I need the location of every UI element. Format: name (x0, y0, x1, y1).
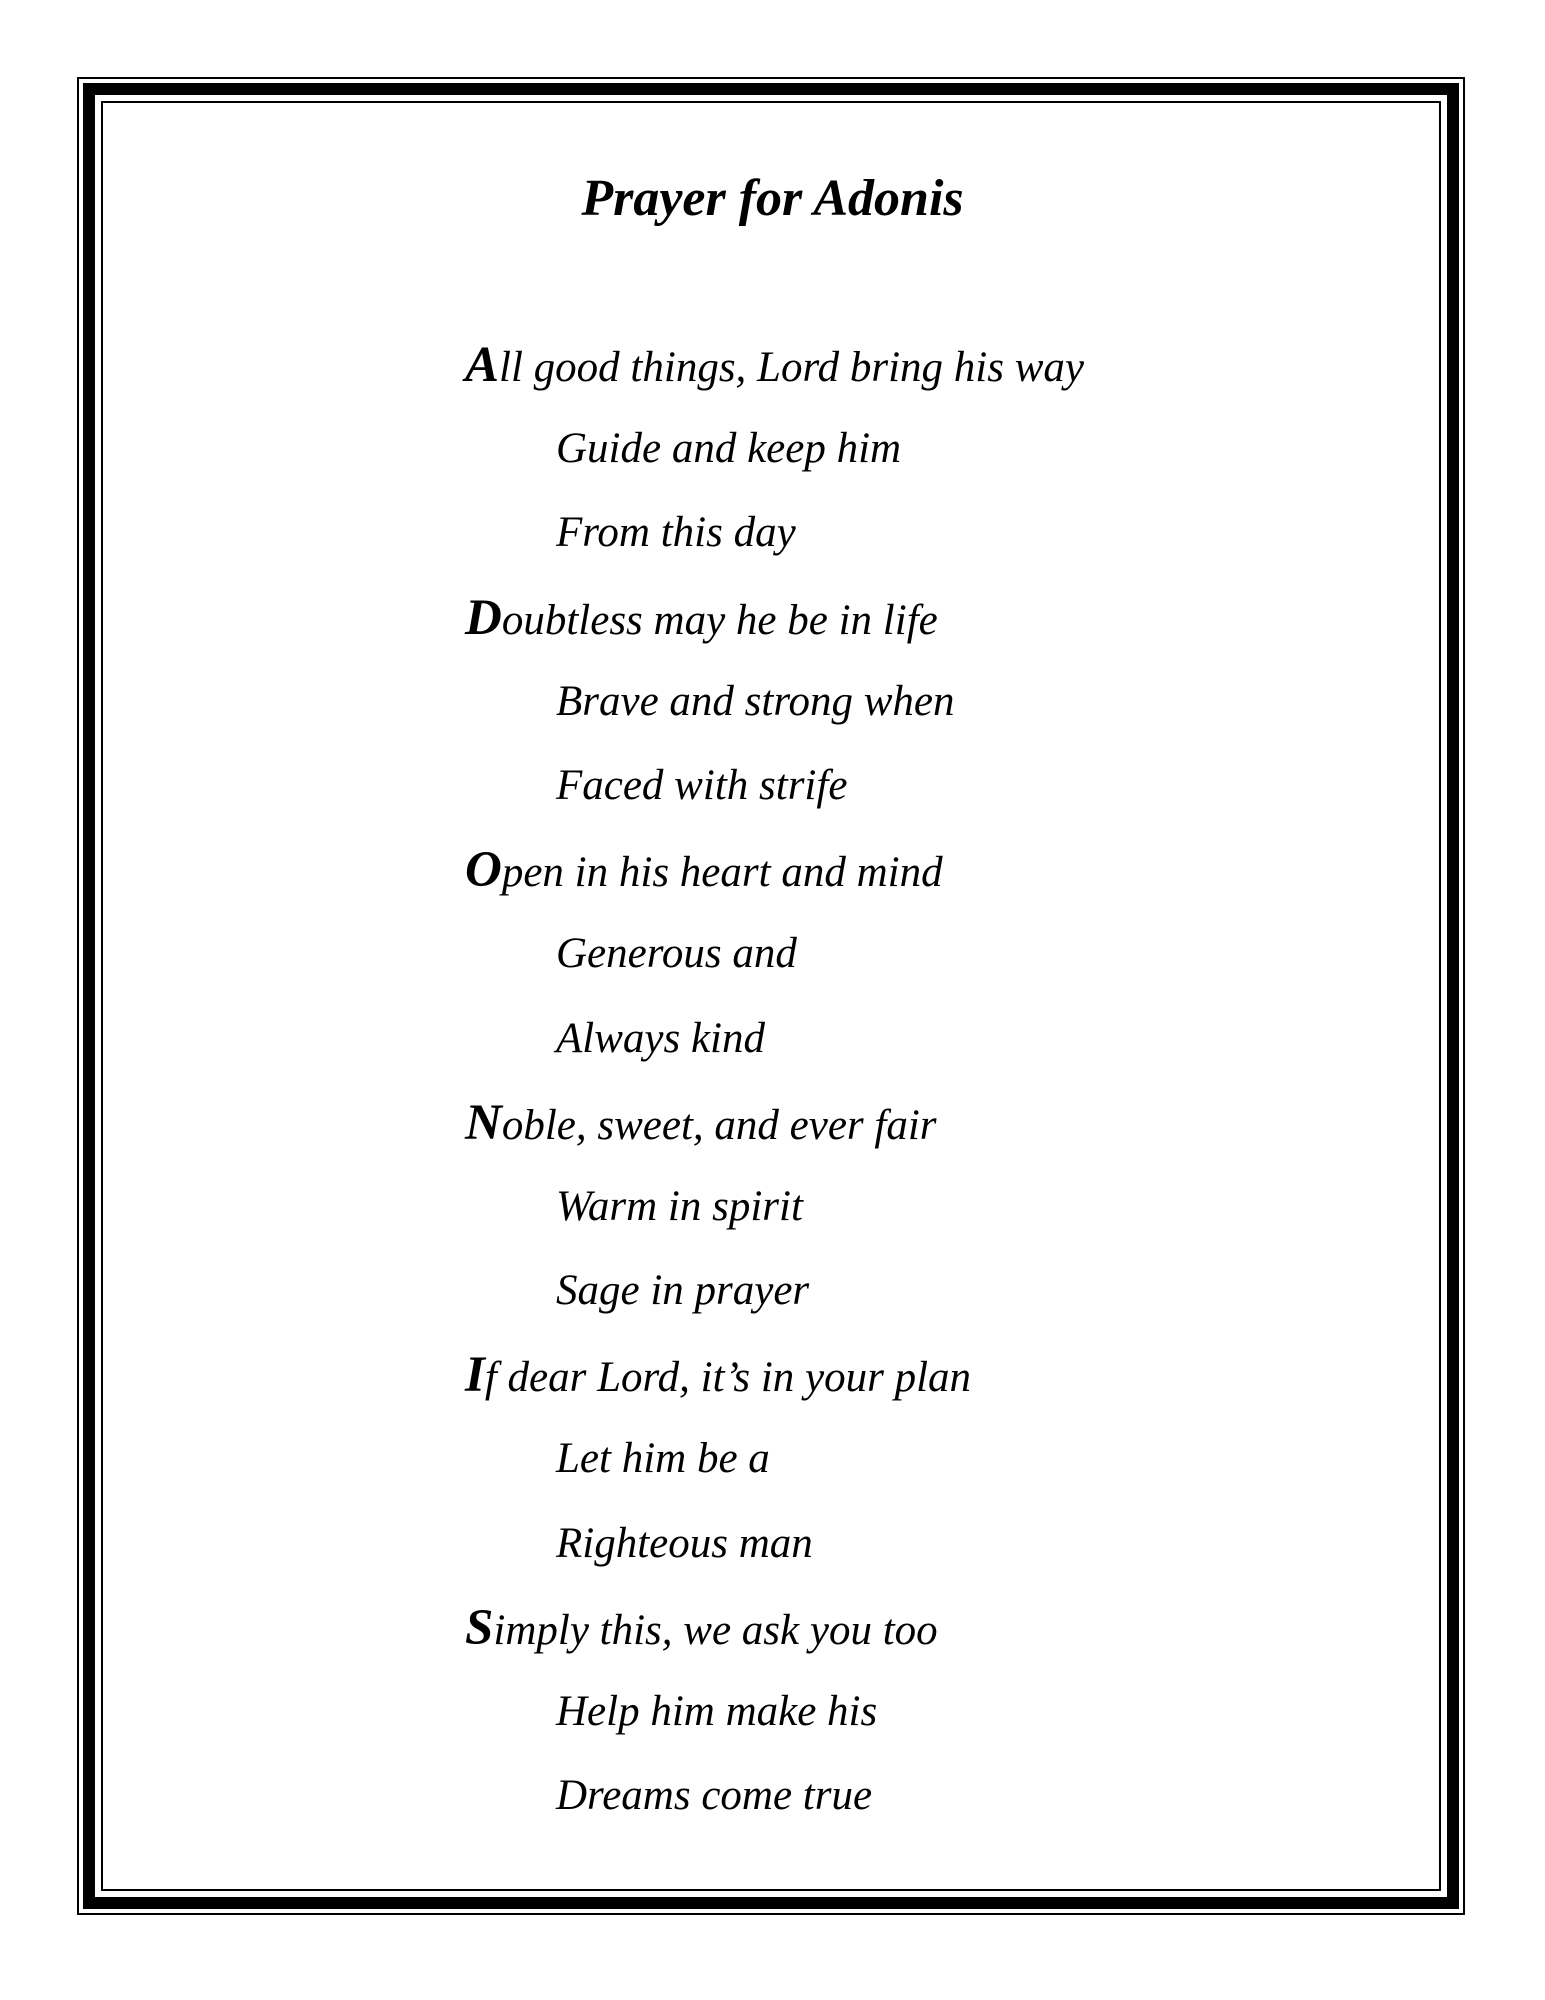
poem-line (465, 1343, 1365, 1427)
poem-line: Faced with strife (556, 761, 848, 809)
acrostic-initial: D (465, 589, 502, 646)
poem-line (465, 586, 1365, 670)
acrostic-initial: A (465, 337, 500, 393)
poem-line: Brave and strong when (556, 677, 955, 725)
poem-title: Prayer for Adonis (581, 170, 964, 227)
line-text: pen in his heart and mind (501, 849, 943, 897)
poem-line: Righteous man (556, 1519, 813, 1567)
poem-line (465, 838, 1365, 922)
poem-line: Generous and (556, 930, 797, 978)
line-text: oble, sweet, and ever fair (501, 1101, 937, 1149)
poem-line (465, 333, 1365, 417)
poem-line: Sage in prayer (556, 1267, 810, 1315)
line-text: imply this, we ask you too (493, 1606, 938, 1654)
acrostic-initial: I (465, 1347, 485, 1404)
poem-line (465, 1091, 1365, 1175)
poem-line: Dreams come true (556, 1772, 873, 1820)
acrostic-initial: N (465, 1094, 502, 1151)
poem-line: Always kind (556, 1014, 765, 1062)
poem-line (465, 1596, 1365, 1680)
poem-line: Warm in spirit (556, 1182, 803, 1230)
acrostic-initial: O (465, 842, 502, 899)
poem-line: Help him make his (556, 1688, 878, 1735)
line-text: f dear Lord, it’s in your plan (484, 1354, 972, 1402)
poem-line: From this day (556, 509, 796, 557)
line-text: oubtless may he be in life (501, 596, 938, 644)
poem-line: Guide and keep him (556, 425, 902, 473)
poem-line: Let him be a (556, 1435, 770, 1483)
line-text: ll good things, Lord bring his way (499, 344, 1084, 391)
acrostic-poem (465, 333, 1365, 1848)
acrostic-initial: S (465, 1599, 494, 1656)
